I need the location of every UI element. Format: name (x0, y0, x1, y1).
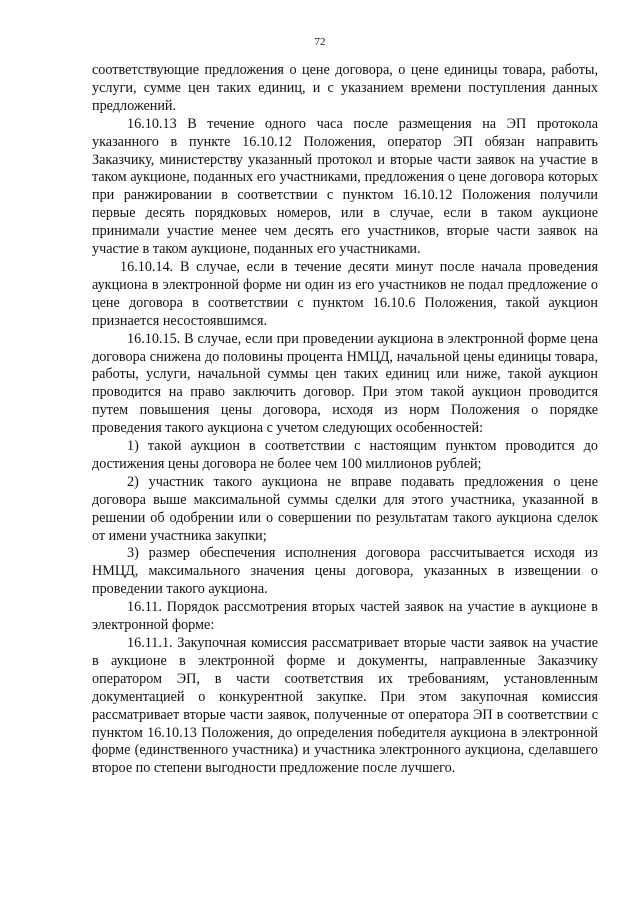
list-item-2: 2) участник такого аукциона не вправе подавать предложения о цене договора выше максимальной суммы сделки для этого участника, указанной в решении об одобрении или о совершении по результатам такого аукциона сделок от имени участника закупки; (92, 473, 598, 544)
list-item-3: 3) размер обеспечения исполнения договора рассчитывается исходя из НМЦД, максимального значения цены договора, указанных в извещении о проведении такого аукциона. (92, 545, 598, 598)
paragraph-16-11: 16.11. Порядок рассмотрения вторых частей заявок на участие в аукционе в электронной форме: (92, 599, 598, 634)
list-item-1: 1) такой аукцион в соответствии с настоящим пунктом проводится до достижения цены договора не более чем 100 миллионов рублей; (92, 438, 598, 472)
paragraph-16-11-1: 16.11.1. Закупочная комиссия рассматривает вторые части заявок на участие в аукционе в электронной форме и документы, направленные Заказчику оператором ЭП, в части соответствия их требованиям, установленным документацией о конкурентной закупке. При этом закупочная комиссия рассматривает вторые части заявок, полученные от оператора ЭП в соответствии с пунктом 16.10.13 Положения, до определения победителя аукциона в электронной форме (единственного участника) и участника электронного аукциона, сделавшего второе по степени выгодности предложение после лучшего. (92, 635, 598, 777)
document-body (92, 62, 598, 778)
paragraph-16-10-15: 16.10.15. В случае, если при проведении аукциона в электронной форме цена договора снижена до половины процента НМЦД, начальной цены единицы товара, работы, услуги, начальной суммы цен таких единиц или ниже, такой аукцион проводится на право заключить договор. При этом такой аукцион проводится путем повышения цены договора, исходя из норм Положения о порядке проведения такого аукциона с учетом следующих особенностей: (92, 330, 598, 437)
paragraph-16-10-14: 16.10.14. В случае, если в течение десяти минут после начала проведения аукциона в электронной форме ни один из его участников не подал предложение о цене договора в соответствии с пунктом 16.10.6 Положения, такой аукцион признается несостоявшимся. (92, 258, 598, 329)
paragraph-continuation: соответствующие предложения о цене договора, о цене единицы товара, работы, услуги, сумме цен таких единиц, и с указанием времени поступления данных предложений. (92, 62, 598, 114)
page-number: 72 (314, 36, 326, 48)
paragraph-16-10-13: 16.10.13 В течение одного часа после размещения на ЭП протокола указанного в пункте 16.10.12 Положения, оператор ЭП обязан направить Заказчику, министерству указанный протокол и вторые части заявок на участие в таком аукционе, поданных его участниками, предложения о цене договора которых при ранжировании в соответствии с пунктом 16.10.12 Положения получили первые десять порядковых номеров, или в случае, если в таком аукционе принимали участие менее чем десять его участников, вторые части заявок на участие в таком аукционе, поданных его участниками. (92, 115, 598, 258)
